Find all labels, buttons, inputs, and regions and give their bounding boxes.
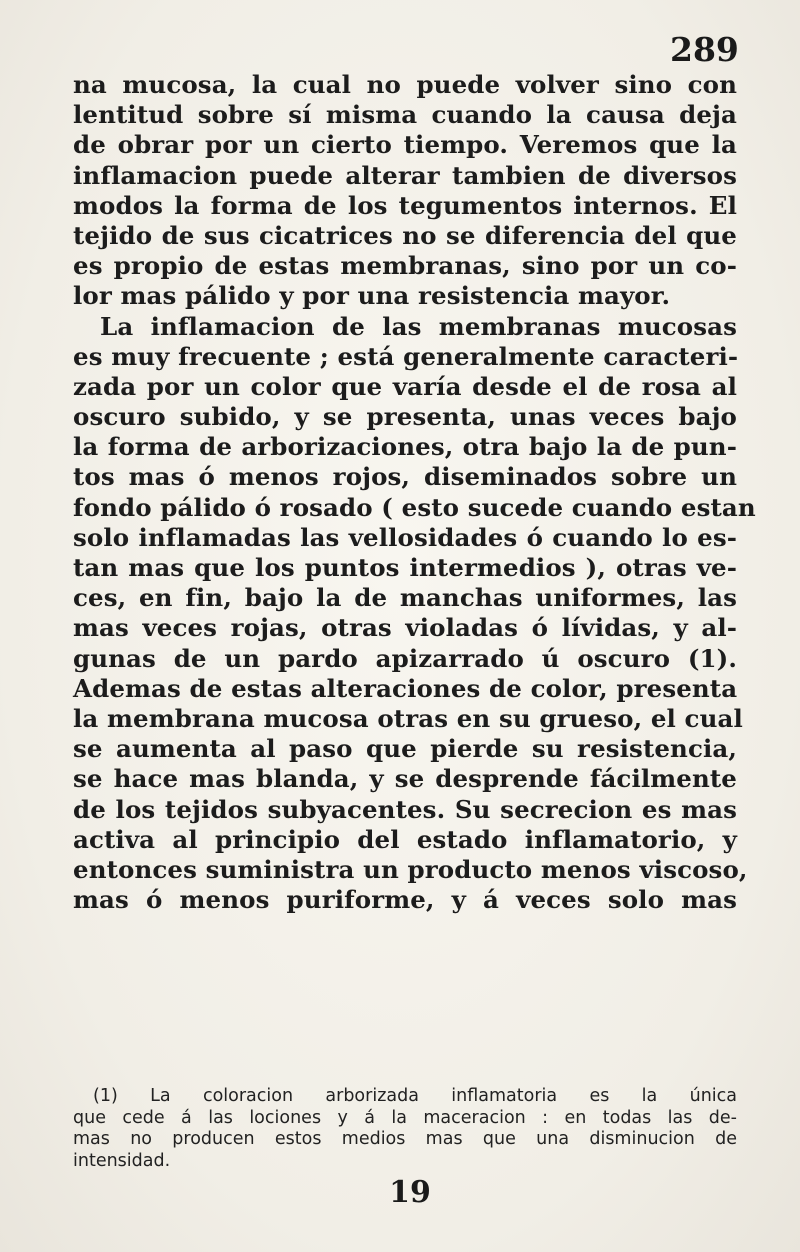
text-line: La inflamacion de las membranas mucosas — [100, 311, 737, 341]
text-line: se aumenta al paso que pierde su resistencia, — [73, 734, 737, 764]
text-line: es muy frecuente ; está generalmente caracteri- — [73, 341, 739, 371]
footnote-line: que cede á las lociones y á la maceracion : en todas las de- — [73, 1107, 737, 1128]
text-line: tan mas que los puntos intermedios ), otras ve- — [73, 553, 737, 582]
text-line: inflamacion puede alterar tambien de diversos — [73, 160, 737, 190]
text-line: solo inflamadas las vellosidades ó cuando lo es- — [73, 522, 737, 552]
text-line: gunas de un pardo apizarrado ú oscuro (1). — [73, 643, 737, 673]
text-line: Ademas de estas alteraciones de color, presenta — [73, 673, 738, 703]
text-line: tos mas ó menos rojos, diseminados sobre un — [73, 462, 737, 492]
text-line: de los tejidos subyacentes. Su secrecion es mas — [73, 794, 737, 824]
footnote-line: mas no producen estos medios mas que una disminucion de — [73, 1129, 737, 1149]
text-line: oscuro subido, y se presenta, unas veces bajo — [73, 402, 737, 432]
text-line: modos la forma de los tegumentos internos. El — [73, 190, 737, 220]
text-line: lor mas pálido y por una resistencia mayor. — [73, 281, 671, 311]
text-line: de obrar por un cierto tiempo. Veremos que la — [73, 130, 737, 160]
page-number: 289 — [670, 30, 739, 69]
text-line: fondo pálido ó rosado ( esto sucede cuando estan — [73, 492, 756, 522]
text-line: la forma de arborizaciones, otra bajo la de pun- — [73, 432, 737, 462]
text-line: mas veces rojas, otras violadas ó lívidas, y al- — [73, 613, 737, 643]
text-line: zada por un color que varía desde el de rosa al — [73, 371, 737, 401]
footnote-line: intensidad. — [73, 1150, 171, 1171]
text-line: lentitud sobre sí misma cuando la causa deja — [73, 100, 737, 130]
text-line: ces, en fin, bajo la de manchas uniformes, las — [73, 583, 737, 613]
text-line: es propio de estas membranas, sino por un co- — [73, 251, 737, 281]
footnote-line: (1) La coloracion arborizada inflamatoria es la única — [93, 1086, 737, 1106]
footnote — [73, 1086, 737, 1172]
text-line: activa al principio del estado inflamatorio, y — [73, 824, 737, 854]
body-text — [73, 70, 756, 915]
text-line: tejido de sus cicatrices no se diferencia del que — [73, 220, 737, 250]
text-line: na mucosa, la cual no puede volver sino con — [73, 70, 737, 99]
text-line: la membrana mucosa otras en su grueso, el cual — [73, 703, 743, 733]
text-line: se hace mas blanda, y se desprende fácilmente — [73, 764, 737, 794]
text-line: mas ó menos puriforme, y á veces solo mas — [73, 885, 737, 915]
signature-mark: 19 — [389, 1175, 431, 1210]
text-line: entonces suministra un producto menos viscoso, — [73, 854, 748, 884]
